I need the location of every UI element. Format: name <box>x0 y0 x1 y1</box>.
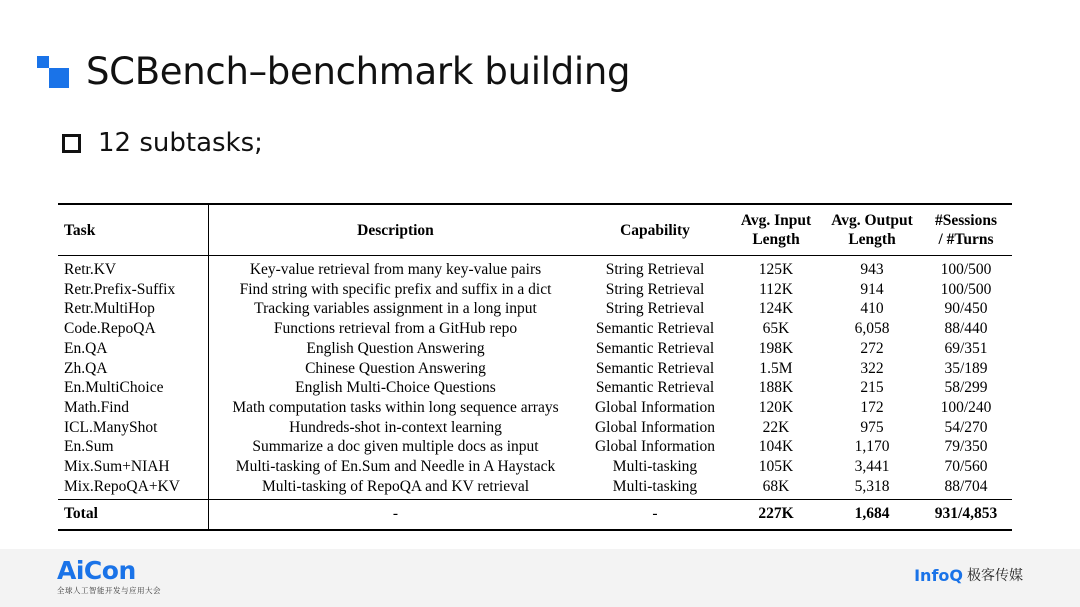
checkbox-bullet-icon <box>62 134 81 153</box>
subtask-table-container <box>58 203 1012 531</box>
table-row <box>58 418 1012 438</box>
cell-description: Multi-tasking of RepoQA and KV retrieval <box>261 477 530 495</box>
logo-square-small <box>37 56 49 68</box>
table-row <box>58 359 1012 379</box>
bullet-text: 12 subtasks; <box>98 128 263 158</box>
cell-input-length: 120K <box>758 398 794 416</box>
cell-input-length: 1.5M <box>759 359 793 377</box>
cell-capability: Semantic Retrieval <box>595 320 715 338</box>
cell-output-length: 975 <box>860 418 884 436</box>
cell-sessions-turns: 100/500 <box>940 280 992 298</box>
table-row <box>58 339 1012 359</box>
header-sessions-turns <box>920 204 1012 256</box>
cell-input-length: 112K <box>759 280 793 298</box>
header-task: Task <box>58 204 209 256</box>
cell-description: English Multi-Choice Questions <box>295 379 496 397</box>
header-input-line1: Avg. Input <box>740 212 812 229</box>
cell-capability: Global Information <box>594 398 716 416</box>
header-capability: Capability <box>582 204 728 256</box>
table-row <box>58 319 1012 339</box>
cell-sessions-turns: 79/350 <box>944 438 988 456</box>
table-row <box>58 477 1012 500</box>
header-input-line2: Length <box>752 231 800 248</box>
aicon-subtitle: 全球人工智能开发与应用大会 <box>57 586 161 595</box>
cell-output-length: 215 <box>860 379 884 397</box>
cell-sessions-turns: 35/189 <box>944 359 988 377</box>
cell-capability: Semantic Retrieval <box>595 379 715 397</box>
header-sessions-line1: #Sessions <box>934 212 998 229</box>
cell-capability: Global Information <box>594 418 716 436</box>
bullet-item <box>62 128 263 158</box>
cell-capability: Global Information <box>594 438 716 456</box>
cell-input-length: 198K <box>758 339 794 357</box>
cell-sessions-turns: 69/351 <box>944 339 988 357</box>
cell-task: Retr.KV <box>58 256 209 280</box>
cell-capability: Semantic Retrieval <box>595 359 715 377</box>
cell-task: Mix.Sum+NIAH <box>58 457 209 477</box>
cell-capability: Multi-tasking <box>612 458 698 476</box>
cell-task: Zh.QA <box>58 359 209 379</box>
header-description: Description <box>209 204 583 256</box>
cell-description: Tracking variables assignment in a long input <box>254 300 537 318</box>
cell-task: Code.RepoQA <box>58 319 209 339</box>
cell-output-length: 410 <box>860 300 884 318</box>
table-row <box>58 299 1012 319</box>
logo-square-large <box>49 68 69 88</box>
cell-output-length: 3,441 <box>854 458 890 476</box>
cell-output-length: 6,058 <box>854 320 890 338</box>
infoq-brand: InfoQ <box>914 565 963 585</box>
header-output-line1: Avg. Output <box>831 212 913 229</box>
title-logo-mark <box>37 56 73 92</box>
cell-sessions-turns: 54/270 <box>944 418 988 436</box>
cell-task: En.QA <box>58 339 209 359</box>
cell-task: Retr.MultiHop <box>58 299 209 319</box>
table-total-row <box>58 500 1012 531</box>
header-output-length <box>824 204 920 256</box>
cell-capability: String Retrieval <box>605 300 705 318</box>
cell-task: Math.Find <box>58 398 209 418</box>
cell-output-length: 914 <box>860 280 884 298</box>
infoq-logo <box>914 565 1023 585</box>
infoq-cn-name: 极客传媒 <box>967 567 1023 583</box>
total-label: Total <box>58 500 209 531</box>
table-row <box>58 457 1012 477</box>
table-row <box>58 280 1012 300</box>
table-row <box>58 398 1012 418</box>
cell-output-length: 322 <box>860 359 884 377</box>
cell-input-length: 105K <box>758 458 794 476</box>
cell-input-length: 65K <box>762 320 790 338</box>
cell-sessions-turns: 58/299 <box>944 379 988 397</box>
cell-capability: Multi-tasking <box>612 477 698 495</box>
cell-description: Multi-tasking of En.Sum and Needle in A Haystack <box>235 458 556 476</box>
cell-sessions-turns: 90/450 <box>944 300 988 318</box>
cell-capability: Semantic Retrieval <box>595 339 715 357</box>
cell-output-length: 172 <box>860 398 884 416</box>
cell-output-length: 1,170 <box>854 438 890 456</box>
subtask-table <box>58 203 1012 531</box>
total-description: - <box>209 500 583 531</box>
cell-sessions-turns: 88/704 <box>944 477 988 495</box>
cell-description: Functions retrieval from a GitHub repo <box>273 320 518 338</box>
table-header-row <box>58 204 1012 256</box>
cell-sessions-turns: 100/240 <box>940 398 992 416</box>
total-capability: - <box>582 500 728 531</box>
slide-title: SCBench–benchmark building <box>86 50 631 93</box>
table-row <box>58 378 1012 398</box>
table-row <box>58 437 1012 457</box>
cell-input-length: 68K <box>762 477 790 495</box>
cell-sessions-turns: 88/440 <box>944 320 988 338</box>
cell-input-length: 124K <box>758 300 794 318</box>
cell-task: Retr.Prefix-Suffix <box>58 280 209 300</box>
cell-sessions-turns: 70/560 <box>944 458 988 476</box>
header-output-line2: Length <box>848 231 896 248</box>
total-output-length: 1,684 <box>824 500 920 531</box>
cell-output-length: 5,318 <box>854 477 890 495</box>
cell-input-length: 125K <box>758 261 794 278</box>
cell-description: Hundreds-shot in-context learning <box>289 418 502 436</box>
cell-description: Summarize a doc given multiple docs as input <box>252 438 539 456</box>
cell-input-length: 104K <box>758 438 794 456</box>
cell-description: Key-value retrieval from many key-value pairs <box>249 261 542 278</box>
cell-capability: String Retrieval <box>605 261 705 278</box>
aicon-brand: AiCon <box>57 556 136 585</box>
cell-input-length: 22K <box>762 418 790 436</box>
total-sessions-turns: 931/4,853 <box>920 500 1012 531</box>
cell-output-length: 943 <box>860 261 884 278</box>
cell-task: En.MultiChoice <box>58 378 209 398</box>
cell-input-length: 188K <box>758 379 794 397</box>
cell-sessions-turns: 100/500 <box>940 261 992 278</box>
cell-task: ICL.ManyShot <box>58 418 209 438</box>
cell-description: Chinese Question Answering <box>305 359 486 377</box>
cell-description: Find string with specific prefix and suffix in a dict <box>239 280 552 298</box>
cell-capability: String Retrieval <box>605 280 705 298</box>
cell-task: Mix.RepoQA+KV <box>58 477 209 500</box>
total-input-length: 227K <box>728 500 824 531</box>
cell-output-length: 272 <box>860 339 884 357</box>
aicon-logo <box>57 556 161 596</box>
cell-description: English Question Answering <box>306 339 485 357</box>
header-input-length <box>728 204 824 256</box>
table-row <box>58 256 1012 280</box>
cell-description: Math computation tasks within long sequence arrays <box>232 398 559 416</box>
cell-task: En.Sum <box>58 437 209 457</box>
header-sessions-line2: / #Turns <box>938 231 994 248</box>
